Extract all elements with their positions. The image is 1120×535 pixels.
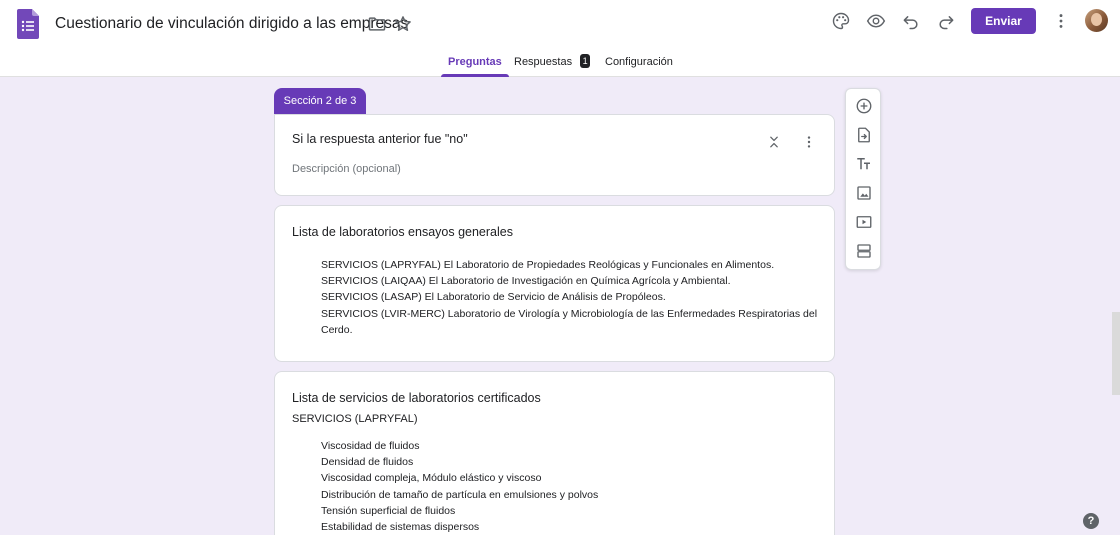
list-item: Tensión superficial de fluidos: [321, 504, 456, 517]
section-header-card[interactable]: [274, 114, 835, 196]
tab-responses-label: Respuestas: [514, 56, 573, 68]
add-video-icon[interactable]: [852, 210, 876, 234]
undo-icon[interactable]: [899, 9, 923, 33]
list-item: SERVICIOS (LAPRYFAL) El Laboratorio de Propiedades Reológicas y Funcionales en Alimentos.: [321, 259, 775, 271]
list-item: SERVICIOS (LAIQAA) El Laboratorio de Investigación en Química Agrícola y Ambiental.: [321, 275, 731, 288]
send-button[interactable]: Enviar: [971, 8, 1036, 34]
avatar[interactable]: [1085, 9, 1108, 32]
tab-questions-label: Preguntas: [448, 56, 502, 68]
palette-icon[interactable]: [829, 9, 853, 33]
add-question-icon[interactable]: [852, 94, 876, 118]
question-toolbar: [845, 88, 881, 270]
certified-labs-subtitle: SERVICIOS (LAPRYFAL): [292, 413, 418, 425]
help-icon[interactable]: ?: [1083, 513, 1099, 529]
general-labs-title: Lista de laboratorios ensayos generales: [292, 225, 513, 239]
list-item: Viscosidad compleja, Módulo elástico y viscoso: [321, 472, 542, 485]
section-description-field[interactable]: Descripción (opcional): [292, 163, 401, 175]
list-item: Densidad de fluidos: [321, 456, 414, 469]
certified-labs-title: Lista de servicios de laboratorios certificados: [292, 391, 541, 405]
redo-icon[interactable]: [934, 9, 958, 33]
import-questions-icon[interactable]: [852, 123, 876, 147]
certified-labs-list: [321, 438, 598, 535]
tab-questions[interactable]: [441, 50, 509, 77]
section-tag: Sección 2 de 3: [274, 88, 366, 115]
general-labs-list: [321, 257, 821, 338]
tab-settings-label: Configuración: [605, 56, 673, 68]
document-title[interactable]: Cuestionario de vinculación dirigido a las empresas: [55, 15, 409, 32]
general-labs-card[interactable]: [274, 205, 835, 362]
folder-icon[interactable]: [365, 12, 389, 36]
list-item: SERVICIOS (LASAP) El Laboratorio de Servicio de Análisis de Propóleos.: [321, 291, 666, 304]
star-icon[interactable]: [391, 12, 415, 36]
list-item: SERVICIOS (LVIR-MERC) Laboratorio de Virología y Microbiología de las Enfermedades Respiratorias del Cerdo.: [321, 307, 818, 336]
list-item: Distribución de tamaño de partícula en emulsiones y polvos: [321, 488, 599, 501]
tab-responses[interactable]: [514, 50, 590, 77]
responses-count-badge: 1: [580, 54, 590, 68]
forms-logo-icon[interactable]: [17, 9, 39, 39]
more-vert-icon[interactable]: [1049, 9, 1073, 33]
app-header: [0, 0, 1120, 77]
page-scrollbar[interactable]: [1112, 312, 1120, 395]
list-item: Viscosidad de fluidos: [321, 440, 420, 452]
add-title-icon[interactable]: [852, 152, 876, 176]
list-item: Estabilidad de sistemas dispersos: [321, 521, 480, 534]
add-image-icon[interactable]: [852, 181, 876, 205]
tab-bar: [0, 50, 1120, 77]
certified-labs-card[interactable]: [274, 371, 835, 535]
collapse-section-icon[interactable]: [764, 132, 784, 152]
add-section-icon[interactable]: [852, 239, 876, 263]
section-more-icon[interactable]: [799, 132, 819, 152]
section-title[interactable]: Si la respuesta anterior fue "no": [292, 132, 468, 146]
tab-settings[interactable]: [605, 50, 673, 77]
eye-icon[interactable]: [864, 9, 888, 33]
